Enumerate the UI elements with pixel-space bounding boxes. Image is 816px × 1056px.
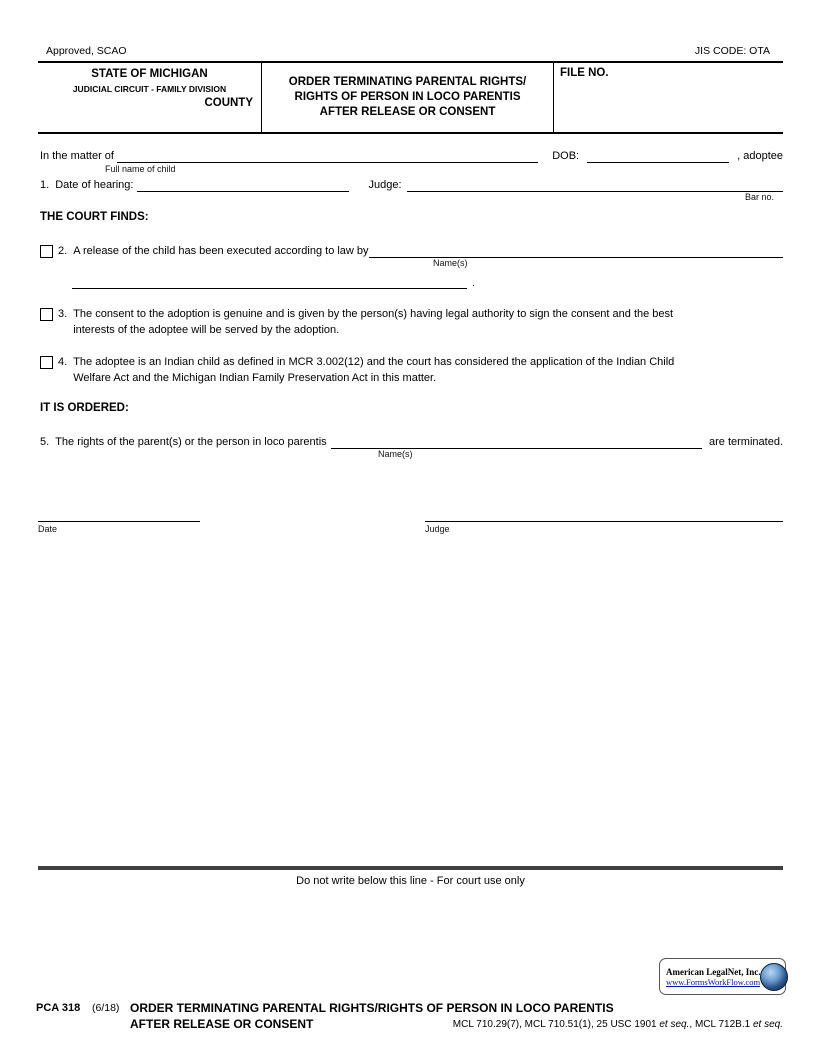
form-title-line3: AFTER RELEASE OR CONSENT — [319, 106, 496, 118]
item2-names-caption: Name(s) — [433, 258, 468, 268]
item3-line1: The consent to the adoption is genuine and is given by the person(s) having legal authority to sign the consent and the best — [73, 308, 674, 320]
finding-item-4 — [40, 354, 783, 386]
item5-number: 5. — [40, 436, 50, 448]
footer-title-line1: ORDER TERMINATING PARENTAL RIGHTS/RIGHTS OF PERSON IN LOCO PARENTIS — [130, 1001, 614, 1015]
adoptee-suffix: , adoptee — [737, 150, 783, 162]
judge-name-field[interactable] — [407, 178, 784, 192]
judge-signature-caption: Judge — [425, 524, 450, 534]
loco-parentis-names-field[interactable] — [331, 435, 702, 449]
approved-scao-label: Approved, SCAO — [46, 45, 127, 57]
matter-prefix: In the matter of — [40, 150, 114, 162]
release-by-names-field[interactable] — [369, 244, 783, 258]
judge-label: Judge: — [368, 179, 402, 191]
dob-field[interactable] — [587, 149, 729, 163]
citation-part1: MCL 710.29(7), MCL 710.51(1), 25 USC 1901 — [452, 1019, 660, 1030]
item4-line1: The adoptee is an Indian child as defined in MCR 3.002(12) and the court has considered the application of the Indian Child — [73, 356, 675, 368]
hearing-number: 1. — [40, 179, 50, 191]
form-title-line1: ORDER TERMINATING PARENTAL RIGHTS/ — [288, 76, 527, 88]
item5-names-caption: Name(s) — [378, 449, 413, 459]
footer-citations — [453, 1019, 783, 1030]
citation-part2: , MCL 712B.1 — [689, 1019, 753, 1030]
form-title-line2: RIGHTS OF PERSON IN LOCO PARENTIS — [294, 91, 521, 103]
county-label: COUNTY — [204, 97, 253, 109]
date-signature-line[interactable] — [38, 508, 200, 522]
legalnet-text-block — [666, 967, 760, 987]
citation-etseq2: et seq. — [752, 1019, 783, 1030]
item3-text — [73, 306, 773, 338]
dob-label: DOB: — [552, 150, 580, 162]
legalnet-url-link[interactable]: www.FormsWorkFlow.com — [666, 976, 761, 987]
american-legalnet-logo[interactable] — [659, 958, 786, 995]
item2-checkbox[interactable] — [40, 245, 53, 258]
court-finds-heading: THE COURT FINDS: — [40, 211, 149, 223]
legalnet-company-label: American LegalNet, Inc. — [666, 966, 761, 977]
hearing-row — [40, 178, 783, 192]
judicial-circuit-label: JUDICIAL CIRCUIT - FAMILY DIVISION — [72, 84, 227, 94]
finding-item-3 — [40, 306, 783, 338]
item5-text: The rights of the parent(s) or the person in loco parentis — [55, 436, 327, 448]
item4-number: 4. — [58, 356, 68, 368]
matter-row — [40, 149, 783, 163]
child-name-caption: Full name of child — [105, 164, 176, 174]
form-number-label: PCA 318 — [36, 1002, 81, 1014]
item5-suffix: are terminated. — [709, 436, 783, 448]
caption-box — [38, 61, 783, 134]
court-cell — [38, 63, 261, 132]
citation-etseq1: et seq. — [659, 1019, 690, 1030]
item3-number: 3. — [58, 308, 68, 320]
date-signature-caption: Date — [38, 524, 58, 534]
hearing-date-field[interactable] — [137, 178, 349, 192]
file-no-label: FILE NO. — [560, 67, 609, 79]
item4-line2: Welfare Act and the Michigan Indian Family Preservation Act in this matter. — [73, 372, 437, 384]
it-is-ordered-heading: IT IS ORDERED: — [40, 402, 129, 414]
court-use-divider — [38, 866, 783, 870]
file-no-cell — [554, 63, 783, 132]
item4-text — [73, 354, 773, 386]
court-use-notice: Do not write below this line - For court use only — [296, 875, 525, 887]
item4-checkbox[interactable] — [40, 356, 53, 369]
hearing-date-label: Date of hearing: — [55, 179, 134, 191]
item2-period: . — [472, 277, 476, 289]
form-revision-label: (6/18) — [92, 1002, 120, 1014]
form-title-cell — [261, 63, 554, 132]
state-label: STATE OF MICHIGAN — [91, 68, 208, 80]
item2-number: 2. — [58, 245, 68, 257]
item3-line2: interests of the adoptee will be served by the adoption. — [73, 324, 340, 336]
footer-title-line2: AFTER RELEASE OR CONSENT — [130, 1017, 314, 1031]
order-item-5 — [40, 435, 783, 449]
judge-signature-line[interactable] — [425, 508, 783, 522]
item2-text: A release of the child has been executed according to law by — [73, 245, 369, 257]
globe-icon — [760, 963, 788, 991]
item3-checkbox[interactable] — [40, 308, 53, 321]
finding-item-2 — [40, 244, 783, 258]
bar-no-caption: Bar no. — [745, 192, 775, 202]
release-by-names-continuation-field[interactable] — [72, 275, 467, 289]
jis-code-label: JIS CODE: OTA — [694, 45, 770, 57]
child-name-field[interactable] — [117, 149, 538, 163]
